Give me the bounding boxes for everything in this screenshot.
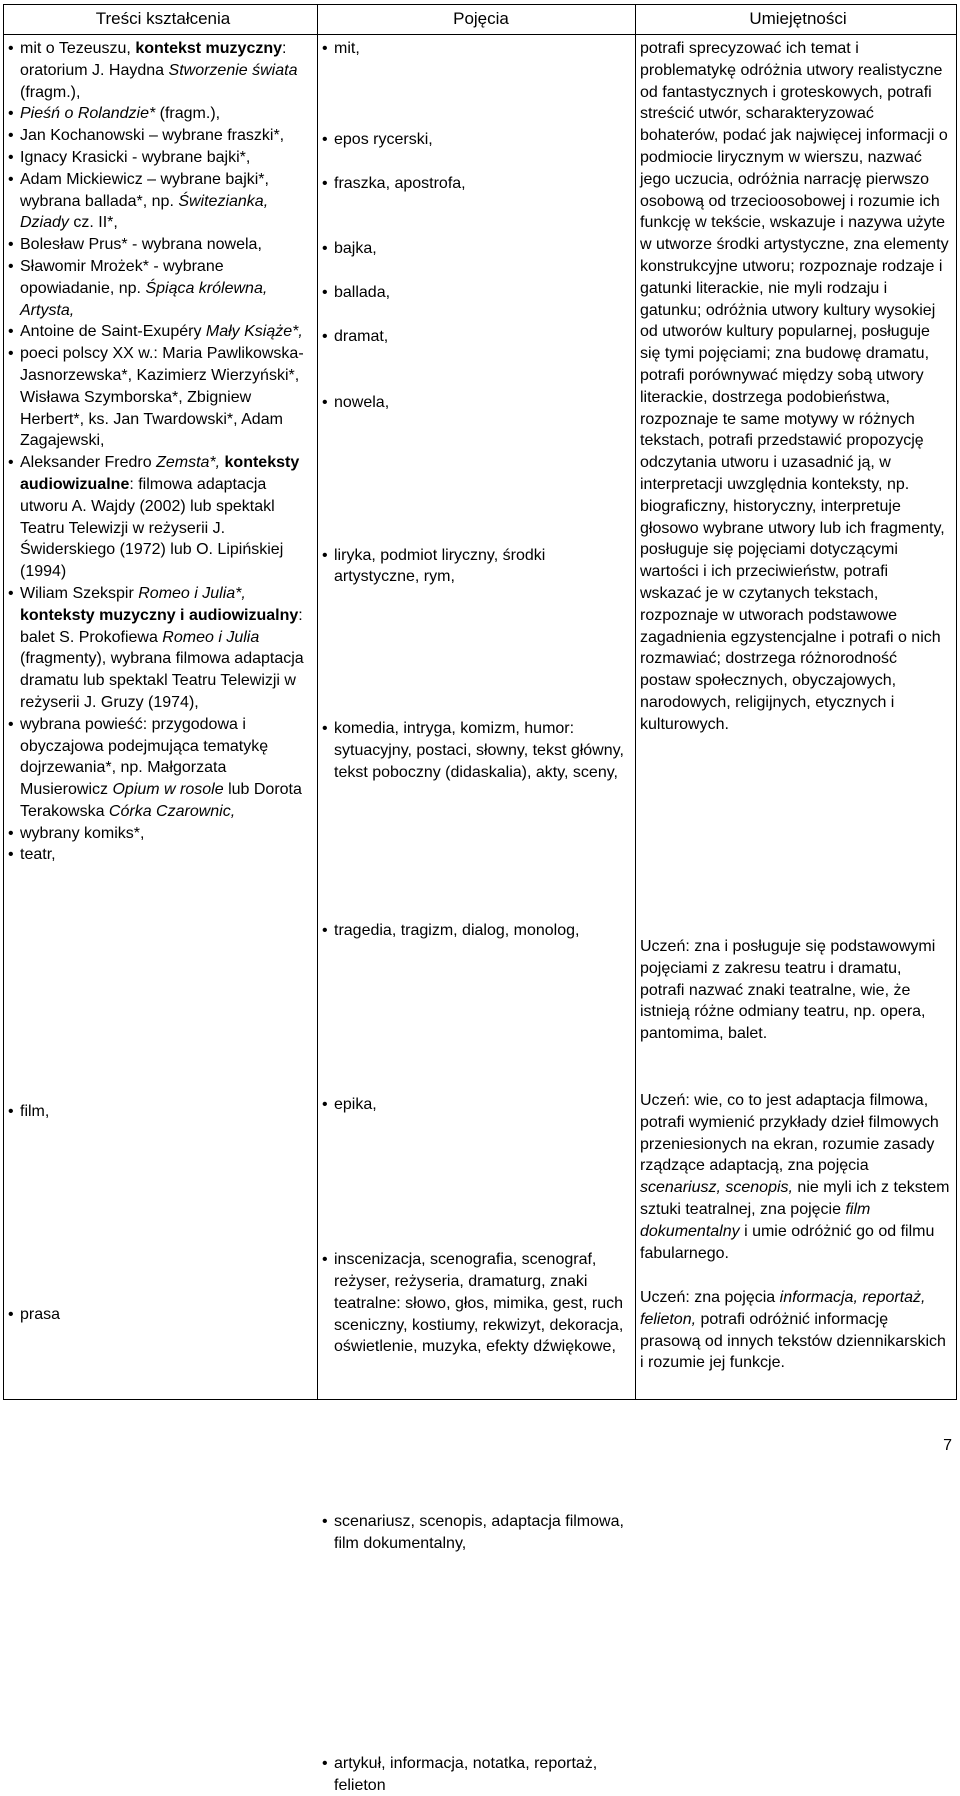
tresci-item: • wybrana powieść: przygodowa i obyczajowa podejmująca tematykę dojrzewania*, np. Małgorzata Musierowicz Opium w rosole lub Dorota Terakowska Córka Czarownic, <box>8 714 314 823</box>
tresci-column <box>8 38 314 1323</box>
tresci-item: • Wiliam Szekspir Romeo i Julia*, konteksty muzyczny i audiowizualny: balet S. Prokofiewa Romeo i Julia (fragmenty), wybrana filmowa adaptacja dramatu lub spektakl Teatru Telewizji w reżyserii J. Gruzy (1974), <box>8 583 314 714</box>
header-divider <box>4 34 956 35</box>
pojecie-item: • epika, <box>322 1094 628 1116</box>
pojecie-item: • bajka, <box>322 238 628 260</box>
pojecie-item: • dramat, <box>322 326 628 348</box>
header-umiejetnosci: Umiejętności <box>749 9 847 28</box>
header-tresci: Treści kształcenia <box>95 9 231 28</box>
umiejetnosci-block: potrafi sprecyzować ich temat i problematykę odróżnia utwory realistyczne od fantastycznych i groteskowych, potrafi streścić utwór, scharakteryzować bohaterów, podać jak najwięcej informacji o podmiocie lirycznym w wierszu, nazwać jego uczucia, odróżnia narrację pierwszo osobową od trzecioosobowej i rozumie ich funkcję w tekście, wskazuje i nazywa użyte w utworze środki artystyczne, zna elementy konstrukcyjne utworu; rozpoznaje rodzaje i gatunki literackie, nie myli rodzaju i gatunku; odróżnia utwory kultury wysokiej od utworów kultury popularnej, posługuje się tymi pojęciami; zna budowę dramatu, potrafi porównywać między sobą utwory literackie, dostrzega podobieństwa, rozpoznaje te same motywy w różnych tekstach, potrafi przedstawić propozycję odczytania utworu i uzasadnić ją, w interpretacji uwzględnia konteksty, np. biograficzny, historyczny, interpretuje głosowo wybrane utwory lub ich fragmenty, posługuje się pojęciami dotyczącymi wartości i ich przeciwieństw, potrafi wskazać je w czytanych tekstach, rozpoznaje w utworach podstawowe zagadnienia egzystencjalne i potrafi o nich rozmawiać; dostrzega różnorodność postaw społecznych, obyczajowych, narodowych, religijnych, etycznych i kulturowych. <box>640 40 949 733</box>
column-divider-2 <box>635 5 636 1399</box>
tresci-item: • Bolesław Prus* - wybrana nowela, <box>8 234 314 256</box>
pojecie-item: • fraszka, apostrofa, <box>322 173 628 195</box>
tresci-item: • wybrany komiks*, <box>8 823 314 845</box>
umiejetnosci-block: Uczeń: zna i posługuje się podstawowymi pojęciami z zakresu teatru i dramatu, potrafi nazwać znaki teatralne, wie, że istnieją różne odmiany teatru, np. opera, pantomima, balet. <box>640 938 936 1043</box>
pojecie-item: • ballada, <box>322 282 628 304</box>
pojecie-item: • mit, <box>322 38 628 60</box>
curriculum-table <box>3 4 957 1794</box>
tresci-item: • Adam Mickiewicz – wybrane bajki*, wybrana ballada*, np. Świtezianka, Dziady cz. II*, <box>8 169 314 234</box>
tresci-item: • film, <box>8 1101 314 1123</box>
pojecie-item: • artykuł, informacja, notatka, reportaż, felieton <box>322 1753 628 1796</box>
column-divider-1 <box>317 5 318 1399</box>
pojecie-item: • epos rycerski, <box>322 129 628 151</box>
tresci-item: • Sławomir Mrożek* - wybrane opowiadanie, np. Śpiąca królewna, Artysta, <box>8 256 314 321</box>
tresci-item: • prasa <box>8 1304 314 1326</box>
pojecie-item: • nowela, <box>322 392 628 414</box>
tresci-item: • Ignacy Krasicki - wybrane bajki*, <box>8 147 314 169</box>
tresci-item: • mit o Tezeuszu, kontekst muzyczny: oratorium J. Haydna Stworzenie świata (fragm.), <box>8 38 314 103</box>
pojecie-item: • scenariusz, scenopis, adaptacja filmowa, film dokumentalny, <box>322 1511 628 1555</box>
tresci-item: • Antoine de Saint-Exupéry Mały Książe*, <box>8 321 314 343</box>
page-number: 7 <box>943 1437 952 1454</box>
pojecie-item: • liryka, podmiot liryczny, środki artystyczne, rym, <box>322 545 628 589</box>
header-pojecia: Pojęcia <box>453 9 509 28</box>
pojecie-item: • inscenizacja, scenografia, scenograf, reżyser, reżyseria, dramaturg, znaki teatralne: słowo, głos, mimika, gest, ruch sceniczny, kostiumy, rekwizyt, dekoracja, oświetlenie, muzyka, efekty dźwiękowe, <box>322 1249 628 1358</box>
tresci-item: • Aleksander Fredro Zemsta*, konteksty audiowizualne: filmowa adaptacja utworu A. Wajdy (2002) lub spektakl Teatru Telewizji w reżyserii J. Świderskiego (1972) lub O. Lipińskiej (1994) <box>8 452 314 583</box>
tresci-item: • teatr, <box>8 844 314 866</box>
umiejetnosci-block: Uczeń: wie, co to jest adaptacja filmowa, potrafi wymienić przykłady dzieł filmowych przeniesionych na ekran, rozumie zasady rządzące adaptacją, zna pojęcia scenariusz, scenopis, nie myli ich z tekstem sztuki teatralnej, zna pojęcie film dokumentalny i umie odróżnić go od filmu fabularnego. <box>640 1092 950 1262</box>
tresci-item: • Pieśń o Rolandzie* (fragm.), <box>8 103 314 125</box>
tresci-item: • poeci polscy XX w.: Maria Pawlikowska-Jasnorzewska*, Kazimierz Wierzyński*, Wisława Szymborska*, Zbigniew Herbert*, ks. Jan Twardowski*, Adam Zagajewski, <box>8 343 314 452</box>
pojecie-item: • komedia, intryga, komizm, humor: sytuacyjny, postaci, słowny, tekst główny, tekst poboczny (didaskalia), akty, sceny, <box>322 718 628 783</box>
pojecia-column <box>322 38 628 1794</box>
umiejetnosci-block: Uczeń: zna pojęcia informacja, reportaż, felieton, potrafi odróżnić informację prasową od innych tekstów dziennikarskich i rozumie jej funkcje. <box>640 1289 946 1372</box>
tresci-item: • Jan Kochanowski – wybrane fraszki*, <box>8 125 314 147</box>
pojecie-item: • tragedia, tragizm, dialog, monolog, <box>322 920 628 942</box>
